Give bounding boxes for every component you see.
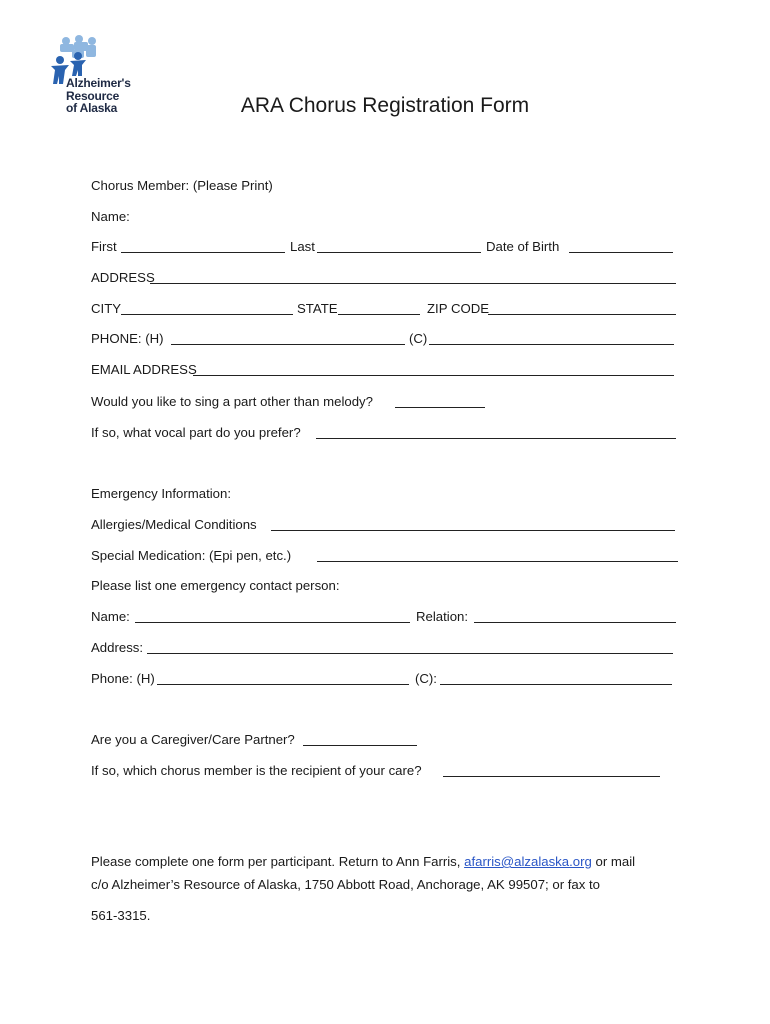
member-heading: Chorus Member: (Please Print) — [91, 178, 273, 193]
name-fields-row — [91, 237, 681, 257]
zip-code-field[interactable] — [488, 314, 676, 315]
name-heading-row — [91, 207, 681, 227]
part-question-row — [91, 392, 681, 412]
relation-label: Relation: — [416, 609, 469, 624]
email-link[interactable]: afarris@alzalaska.org — [464, 854, 592, 869]
last-name-label: Last — [290, 239, 315, 254]
contact-address-row — [91, 638, 681, 658]
phone-row — [91, 329, 681, 349]
first-name-label: First — [91, 239, 117, 254]
contact-name-label: Name: — [91, 609, 130, 624]
vocal-part-field[interactable] — [316, 438, 676, 439]
vocal-part-label: If so, what vocal part do you prefer? — [91, 425, 301, 440]
contact-instruction: Please list one emergency contact person: — [91, 578, 340, 593]
part-question-label: Would you like to sing a part other than melody? — [91, 394, 373, 409]
cell-phone-field[interactable] — [429, 344, 674, 345]
footer-line-1 — [91, 852, 691, 872]
contact-phone-row — [91, 669, 681, 689]
caregiver-label: Are you a Caregiver/Care Partner? — [91, 732, 295, 747]
logo-line-3: of Alaska — [66, 101, 118, 115]
name-label: Name: — [91, 209, 130, 224]
city-state-zip-row — [91, 299, 681, 319]
caregiver-row — [91, 730, 681, 750]
footer-line-2: c/o Alzheimer’s Resource of Alaska, 1750 Abbott Road, Anchorage, AK 99507; or fax to — [91, 877, 601, 892]
city-label: CITY — [91, 301, 122, 316]
page-title-text: ARA Chorus Registration Form — [240, 94, 530, 117]
home-phone-field[interactable] — [171, 344, 405, 345]
member-heading-row — [91, 176, 681, 196]
caregiver-field[interactable] — [303, 745, 417, 746]
contact-cell-phone-field[interactable] — [440, 684, 672, 685]
zip-code-label: ZIP CODE — [427, 301, 490, 316]
footer-text-after: or mail — [595, 854, 636, 869]
part-question-field[interactable] — [395, 407, 485, 408]
contact-address-label: Address: — [91, 640, 144, 655]
state-label: STATE — [297, 301, 338, 316]
date-of-birth-field[interactable] — [569, 252, 673, 253]
emergency-heading-row — [91, 484, 681, 504]
contact-instruction-row — [91, 576, 681, 596]
address-label: ADDRESS — [91, 270, 155, 285]
email-label: EMAIL ADDRESS — [91, 362, 197, 377]
logo-line-2: Resource — [66, 88, 120, 103]
logo-line-1: Alzheimer's — [66, 76, 131, 90]
state-field[interactable] — [338, 314, 420, 315]
city-field[interactable] — [121, 314, 293, 315]
last-name-field[interactable] — [317, 252, 481, 253]
emergency-heading: Emergency Information: — [91, 486, 231, 501]
date-of-birth-label: Date of Birth — [486, 239, 560, 254]
page-title — [0, 94, 770, 118]
contact-name-row — [91, 607, 681, 627]
email-row — [91, 360, 681, 380]
medication-row — [91, 546, 681, 566]
allergies-row — [91, 515, 681, 535]
recipient-row — [91, 761, 681, 781]
contact-home-phone-field[interactable] — [157, 684, 409, 685]
home-phone-label: PHONE: (H) — [91, 331, 164, 346]
footer-text-before: Please complete one form per participant. Return to Ann Farris, — [91, 854, 461, 869]
contact-cell-phone-label: (C): — [415, 671, 437, 686]
address-row — [91, 268, 681, 288]
cell-phone-label: (C) — [409, 331, 428, 346]
allergies-label: Allergies/Medical Conditions — [91, 517, 257, 532]
contact-address-field[interactable] — [147, 653, 673, 654]
contact-home-phone-label: Phone: (H) — [91, 671, 155, 686]
contact-name-field[interactable] — [135, 622, 410, 623]
address-field[interactable] — [150, 283, 676, 284]
allergies-field[interactable] — [271, 530, 675, 531]
vocal-part-row — [91, 423, 681, 443]
recipient-label: If so, which chorus member is the recipient of your care? — [91, 763, 422, 778]
recipient-field[interactable] — [443, 776, 660, 777]
medication-field[interactable] — [317, 561, 678, 562]
medication-label: Special Medication: (Epi pen, etc.) — [91, 548, 292, 563]
first-name-field[interactable] — [121, 252, 285, 253]
footer-line-3: 561-3315. — [91, 908, 151, 923]
relation-field[interactable] — [474, 622, 676, 623]
email-field[interactable] — [193, 375, 674, 376]
